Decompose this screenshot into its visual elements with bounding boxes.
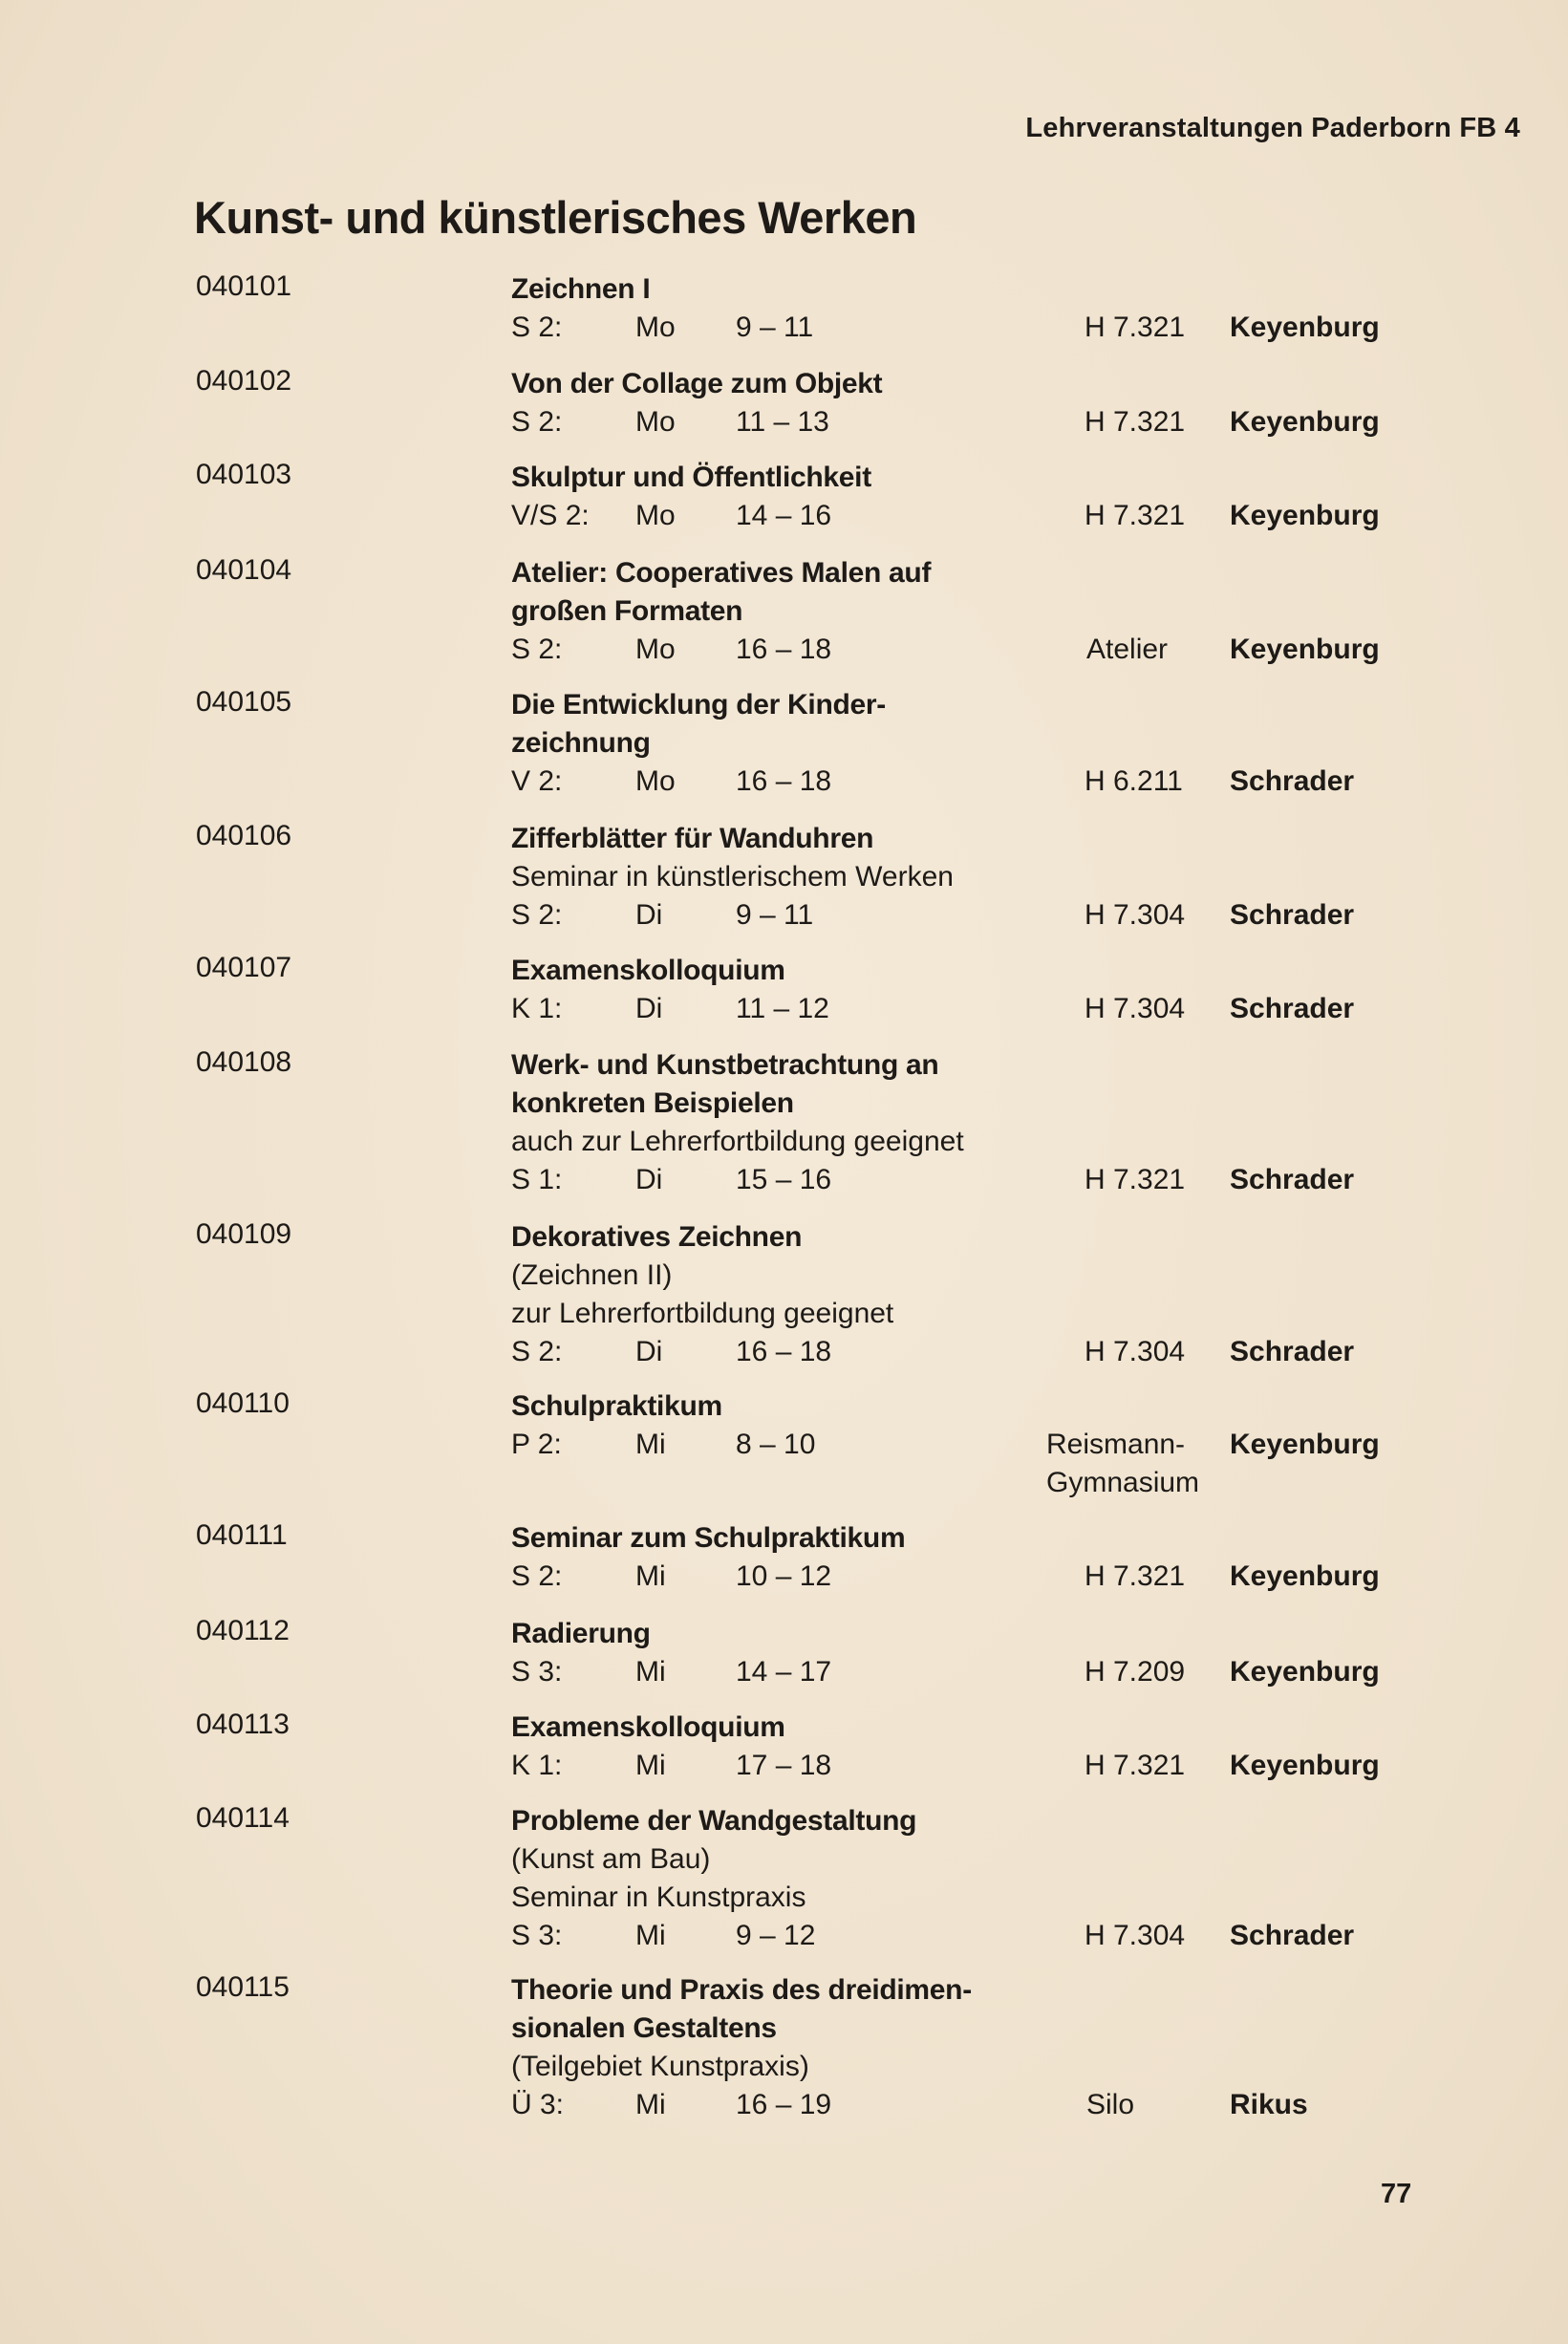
course-time: 16 – 18 bbox=[736, 634, 832, 665]
course-number: 040113 bbox=[196, 1709, 290, 1740]
course-day: Mo bbox=[635, 500, 676, 531]
course-number: 040115 bbox=[196, 1971, 290, 2003]
course-title: Werk- und Kunstbetrachtung an bbox=[511, 1049, 939, 1081]
course-type: K 1: bbox=[511, 993, 563, 1024]
course-room: H 7.304 bbox=[1085, 1920, 1186, 1951]
course-type: S 3: bbox=[511, 1920, 563, 1951]
course-time: 15 – 16 bbox=[736, 1164, 832, 1195]
course-instructor: Schrader bbox=[1230, 1920, 1355, 1951]
course-note: (Teilgebiet Kunstpraxis) bbox=[511, 2051, 809, 2082]
course-day: Di bbox=[635, 993, 663, 1024]
course-room: H 7.321 bbox=[1085, 1560, 1186, 1592]
course-type: S 2: bbox=[511, 634, 563, 665]
course-schedule bbox=[511, 631, 1428, 669]
course-instructor: Schrader bbox=[1230, 1164, 1355, 1195]
course-number: 040103 bbox=[196, 459, 292, 490]
course-title: Zifferblätter für Wanduhren bbox=[511, 823, 874, 854]
course-schedule bbox=[511, 1333, 1428, 1371]
course-time: 9 – 11 bbox=[736, 312, 814, 343]
course-instructor: Keyenburg bbox=[1230, 1656, 1380, 1688]
course-title: Die Entwicklung der Kinder- bbox=[511, 689, 886, 720]
course-title: Seminar zum Schulpraktikum bbox=[511, 1522, 906, 1554]
course-instructor: Keyenburg bbox=[1230, 500, 1380, 531]
course-instructor: Schrader bbox=[1230, 765, 1355, 797]
course-note: Seminar in künstlerischem Werken bbox=[511, 861, 954, 892]
course-type: K 1: bbox=[511, 1750, 563, 1781]
course-number: 040109 bbox=[196, 1218, 292, 1250]
course-type: S 2: bbox=[511, 406, 563, 438]
course-time: 16 – 18 bbox=[736, 1336, 832, 1367]
course-title: konkreten Beispielen bbox=[511, 1087, 794, 1119]
course-title: Dekoratives Zeichnen bbox=[511, 1221, 803, 1253]
course-number: 040101 bbox=[196, 270, 292, 302]
course-title: Atelier: Cooperatives Malen auf bbox=[511, 557, 932, 589]
course-day: Mi bbox=[635, 1429, 666, 1460]
course-day: Mi bbox=[635, 1750, 666, 1781]
course-room: Gymnasium bbox=[1046, 1467, 1200, 1498]
course-room: H 7.321 bbox=[1085, 312, 1186, 343]
course-room: H 7.321 bbox=[1085, 1750, 1186, 1781]
course-day: Mi bbox=[635, 1920, 666, 1951]
course-title: Radierung bbox=[511, 1618, 651, 1649]
course-room: Atelier bbox=[1086, 634, 1169, 665]
course-number: 040102 bbox=[196, 365, 292, 397]
course-type: V/S 2: bbox=[511, 500, 590, 531]
course-instructor: Keyenburg bbox=[1230, 312, 1380, 343]
course-day: Mi bbox=[635, 2089, 666, 2120]
course-room: H 7.321 bbox=[1085, 406, 1186, 438]
course-time: 16 – 18 bbox=[736, 765, 832, 797]
course-time: 17 – 18 bbox=[736, 1750, 832, 1781]
course-type: S 2: bbox=[511, 899, 563, 931]
course-details bbox=[511, 1519, 1428, 1596]
course-schedule bbox=[511, 1558, 1428, 1596]
course-room: Reismann- bbox=[1046, 1429, 1186, 1460]
course-details bbox=[511, 686, 1428, 801]
course-details bbox=[511, 365, 1428, 441]
course-schedule bbox=[511, 1653, 1428, 1691]
course-room: H 7.321 bbox=[1085, 1164, 1186, 1195]
course-type: S 1: bbox=[511, 1164, 563, 1195]
course-details bbox=[511, 1387, 1428, 1498]
course-details bbox=[511, 1218, 1428, 1371]
course-title: großen Formaten bbox=[511, 595, 743, 627]
course-number: 040108 bbox=[196, 1046, 292, 1078]
course-day: Mo bbox=[635, 312, 676, 343]
course-title: Skulptur und Öffentlichkeit bbox=[511, 462, 871, 493]
course-title: sionalen Gestaltens bbox=[511, 2012, 777, 2044]
course-type: Ü 3: bbox=[511, 2089, 565, 2120]
course-number: 040106 bbox=[196, 820, 292, 851]
course-number: 040105 bbox=[196, 686, 292, 718]
course-time: 9 – 11 bbox=[736, 899, 814, 931]
course-schedule bbox=[511, 896, 1428, 935]
course-instructor: Schrader bbox=[1230, 993, 1355, 1024]
course-instructor: Keyenburg bbox=[1230, 1429, 1380, 1460]
course-instructor: Rikus bbox=[1230, 2089, 1308, 2120]
course-instructor: Keyenburg bbox=[1230, 406, 1380, 438]
course-number: 040110 bbox=[196, 1387, 290, 1419]
course-schedule bbox=[511, 2086, 1428, 2124]
section-title: Kunst- und künstlerisches Werken bbox=[194, 192, 917, 243]
course-details bbox=[511, 1709, 1428, 1785]
course-instructor: Keyenburg bbox=[1230, 1750, 1380, 1781]
course-room: H 6.211 bbox=[1085, 765, 1183, 797]
course-details bbox=[511, 1615, 1428, 1691]
course-schedule bbox=[511, 497, 1428, 535]
course-schedule bbox=[511, 763, 1428, 801]
course-room: H 7.304 bbox=[1085, 1336, 1186, 1367]
course-number: 040104 bbox=[196, 554, 292, 586]
course-type: V 2: bbox=[511, 765, 563, 797]
course-day: Mo bbox=[635, 406, 676, 438]
course-details bbox=[511, 270, 1428, 347]
course-day: Di bbox=[635, 1164, 663, 1195]
course-schedule bbox=[511, 1161, 1428, 1199]
course-time: 8 – 10 bbox=[736, 1429, 816, 1460]
course-details bbox=[511, 820, 1428, 935]
course-note: (Zeichnen II) bbox=[511, 1259, 673, 1291]
course-time: 11 – 12 bbox=[736, 993, 829, 1024]
course-type: S 2: bbox=[511, 1560, 563, 1592]
course-note: Seminar in Kunstpraxis bbox=[511, 1882, 806, 1913]
course-time: 16 – 19 bbox=[736, 2089, 832, 2120]
course-instructor: Keyenburg bbox=[1230, 1560, 1380, 1592]
course-details bbox=[511, 1971, 1428, 2124]
course-details bbox=[511, 1046, 1428, 1199]
course-room: H 7.209 bbox=[1085, 1656, 1186, 1688]
course-title: Von der Collage zum Objekt bbox=[511, 368, 883, 399]
course-number: 040107 bbox=[196, 952, 292, 983]
course-schedule bbox=[511, 1426, 1428, 1464]
course-room: H 7.304 bbox=[1085, 993, 1186, 1024]
course-type: P 2: bbox=[511, 1429, 562, 1460]
course-time: 10 – 12 bbox=[736, 1560, 832, 1592]
course-note: (Kunst am Bau) bbox=[511, 1843, 711, 1875]
course-day: Mo bbox=[635, 634, 676, 665]
course-title: Theorie und Praxis des dreidimen- bbox=[511, 1974, 972, 2006]
course-day: Di bbox=[635, 899, 663, 931]
course-day: Mi bbox=[635, 1656, 666, 1688]
course-schedule bbox=[511, 309, 1428, 347]
course-time: 14 – 16 bbox=[736, 500, 832, 531]
page-number: 77 bbox=[1381, 2179, 1412, 2209]
course-day: Mi bbox=[635, 1560, 666, 1592]
course-title: Zeichnen I bbox=[511, 273, 651, 305]
course-day: Di bbox=[635, 1336, 663, 1367]
course-number: 040114 bbox=[196, 1802, 290, 1834]
course-title: zeichnung bbox=[511, 727, 651, 759]
course-details bbox=[511, 554, 1428, 669]
course-schedule bbox=[511, 1747, 1428, 1785]
course-type: S 2: bbox=[511, 1336, 563, 1367]
course-instructor: Schrader bbox=[1230, 1336, 1355, 1367]
course-day: Mo bbox=[635, 765, 676, 797]
course-schedule bbox=[511, 1917, 1428, 1955]
course-room: Silo bbox=[1086, 2089, 1135, 2120]
course-number: 040112 bbox=[196, 1615, 290, 1646]
course-note: zur Lehrerfortbildung geeignet bbox=[511, 1298, 894, 1329]
course-schedule bbox=[511, 403, 1428, 441]
running-head: Lehrveranstaltungen Paderborn FB 4 bbox=[1025, 113, 1520, 143]
course-title: Probleme der Wandgestaltung bbox=[511, 1805, 917, 1837]
course-details bbox=[511, 459, 1428, 535]
course-time: 11 – 13 bbox=[736, 406, 829, 438]
course-title: Examenskolloquium bbox=[511, 955, 785, 986]
course-number: 040111 bbox=[196, 1519, 288, 1551]
course-details bbox=[511, 1802, 1428, 1955]
course-note: auch zur Lehrerfortbildung geeignet bbox=[511, 1126, 964, 1157]
course-instructor: Keyenburg bbox=[1230, 634, 1380, 665]
course-time: 9 – 12 bbox=[736, 1920, 816, 1951]
course-type: S 2: bbox=[511, 312, 563, 343]
course-schedule bbox=[511, 990, 1428, 1028]
course-details bbox=[511, 952, 1428, 1028]
course-title: Examenskolloquium bbox=[511, 1711, 785, 1743]
course-room: H 7.304 bbox=[1085, 899, 1186, 931]
course-instructor: Schrader bbox=[1230, 899, 1355, 931]
course-title: Schulpraktikum bbox=[511, 1390, 722, 1422]
course-type: S 3: bbox=[511, 1656, 563, 1688]
course-time: 14 – 17 bbox=[736, 1656, 832, 1688]
course-room: H 7.321 bbox=[1085, 500, 1186, 531]
